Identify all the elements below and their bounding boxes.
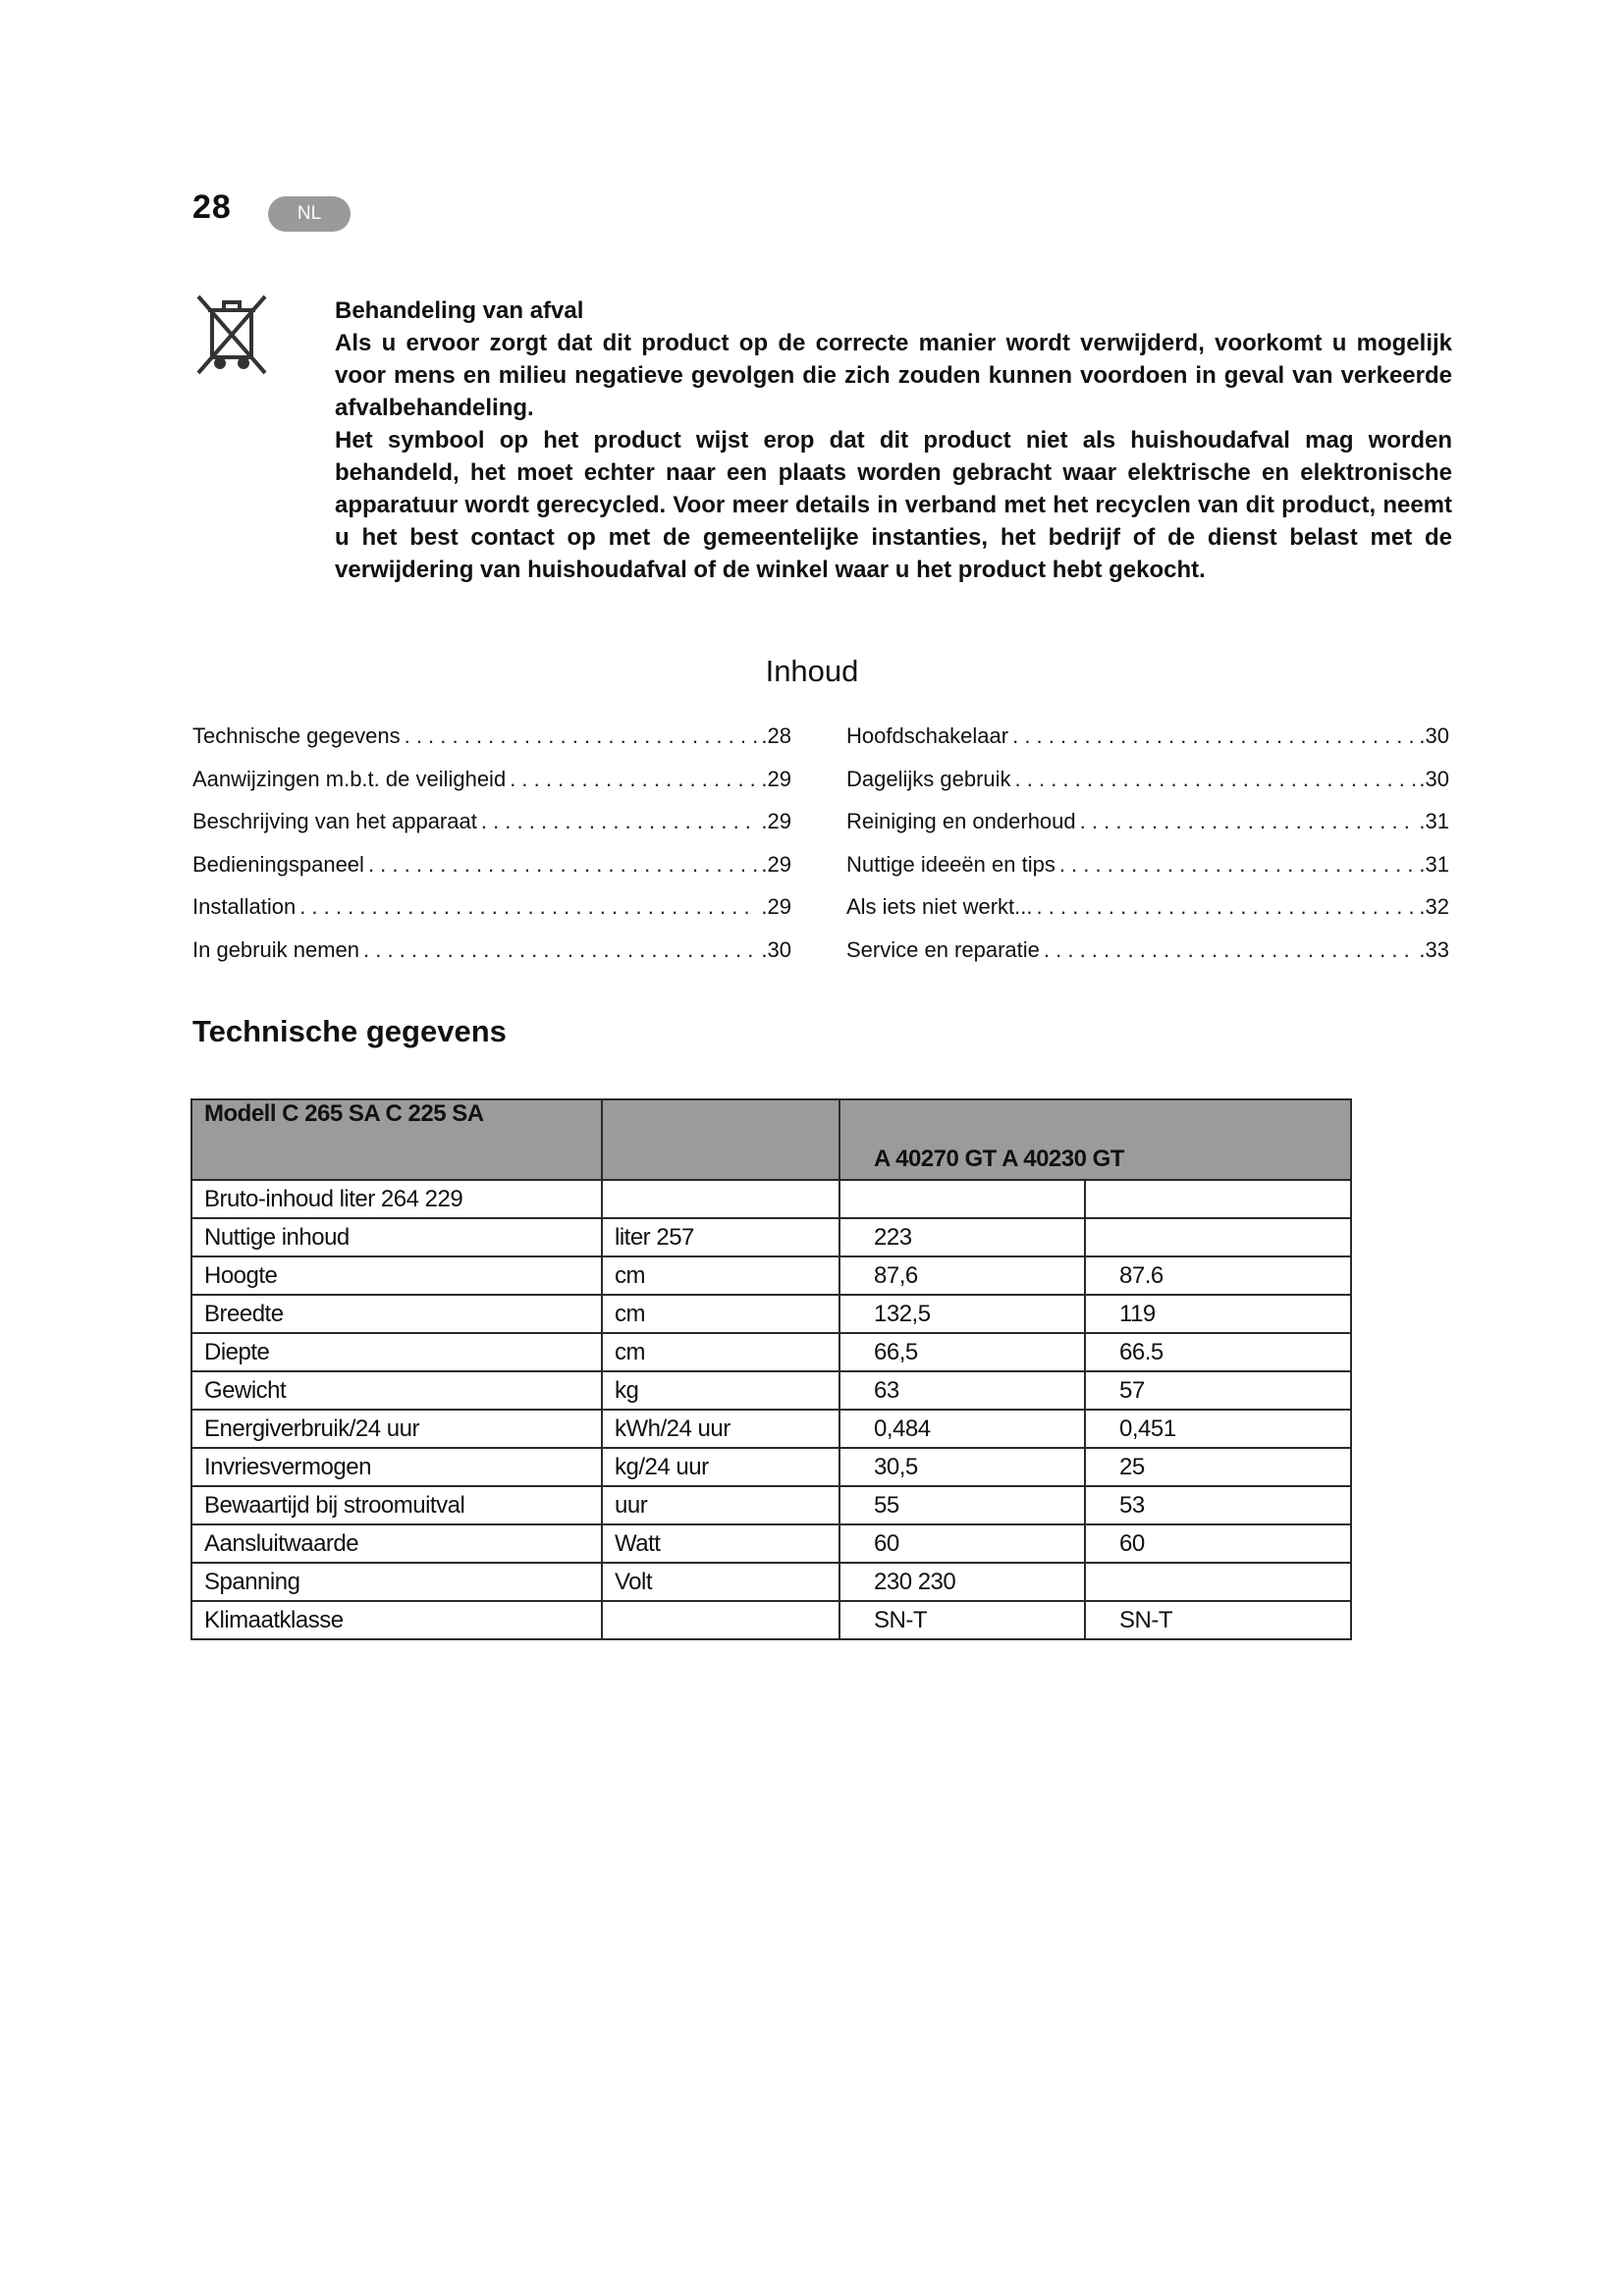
table-cell: liter 257 <box>602 1218 839 1256</box>
toc-item-label: In gebruik nemen <box>192 936 359 962</box>
table-cell: 66,5 <box>839 1333 1085 1371</box>
toc-item-label: Technische gegevens <box>192 723 401 748</box>
toc-leader-dots <box>481 809 758 834</box>
table-cell: Invriesvermogen <box>191 1448 602 1486</box>
table-cell: 87,6 <box>839 1256 1085 1295</box>
table-cell: 63 <box>839 1371 1085 1410</box>
toc-item-label: Nuttige ideeën en tips <box>846 851 1056 877</box>
table-cell: 223 <box>839 1218 1085 1256</box>
table-cell <box>1085 1218 1351 1256</box>
table-cell: cm <box>602 1256 839 1295</box>
toc-leader-dots <box>1015 767 1416 792</box>
toc-leader-dots <box>405 723 758 749</box>
toc-leader-dots <box>1037 894 1416 920</box>
table-cell: 57 <box>1085 1371 1351 1410</box>
crossed-out-wheelie-bin-icon <box>194 293 269 377</box>
table-cell: Aansluitwaarde <box>191 1524 602 1563</box>
table-row <box>191 1371 1351 1410</box>
toc-item-page: .31 <box>1419 809 1449 834</box>
toc-item[interactable] <box>192 852 791 895</box>
table-row <box>191 1180 1351 1218</box>
waste-paragraph-2: Het symbool op het product wijst erop dat dit product niet als huishoudafval mag worden behandeld, het moet echter naar een plaats worden gebracht waar elektrische en elektronische apparatuur wordt gerecycled. Voor meer details in verband met het recyclen van dit product, neemt u het best contact op met de gemeentelijke instanties, het bedrijf of de dienst belast met de verwijdering van huishoudafval of de winkel waar u het product hebt gekocht. <box>335 427 1452 583</box>
table-cell: cm <box>602 1333 839 1371</box>
page-number: 28 <box>192 188 232 226</box>
toc-item-label: Installation <box>192 894 297 920</box>
table-cell: 87.6 <box>1085 1256 1351 1295</box>
toc-item[interactable] <box>846 809 1449 852</box>
toc-item[interactable] <box>192 767 791 810</box>
table-cell: cm <box>602 1295 839 1333</box>
toc-item-page: .29 <box>761 766 791 791</box>
toc-item-page: .31 <box>1419 851 1449 877</box>
table-row <box>191 1410 1351 1448</box>
language-badge: NL <box>268 196 351 232</box>
toc-item-page: .30 <box>1419 723 1449 748</box>
waste-paragraph-1: Als u ervoor zorgt dat dit product op de correcte manier wordt verwijderd, voorkomt u mogelijk voor mens en milieu negatieve gevolgen die zich zouden kunnen voordoen in geval van verkeerde afvalbehandeling. <box>335 330 1452 421</box>
toc-item[interactable] <box>846 937 1449 981</box>
table-cell: Gewicht <box>191 1371 602 1410</box>
table-header-cell: A 40270 GT A 40230 GT <box>839 1099 1351 1180</box>
toc-item[interactable] <box>192 809 791 852</box>
toc-title: Inhoud <box>765 654 859 688</box>
toc-item-label: Als iets niet werkt... <box>846 894 1033 920</box>
table-cell: Bruto-inhoud liter 264 229 <box>191 1180 602 1218</box>
toc-item-page: .29 <box>761 809 791 834</box>
table-cell: 66.5 <box>1085 1333 1351 1371</box>
table-cell: 132,5 <box>839 1295 1085 1333</box>
toc-leader-dots <box>1044 937 1416 963</box>
toc-item[interactable] <box>192 937 791 981</box>
toc-item-label: Bedieningspaneel <box>192 851 364 877</box>
table-cell <box>839 1180 1085 1218</box>
toc-leader-dots <box>299 894 757 920</box>
table-header-row <box>191 1099 1351 1180</box>
toc-item-label: Service en reparatie <box>846 936 1040 962</box>
table-cell: Energiverbruik/24 uur <box>191 1410 602 1448</box>
waste-title: Behandeling van afval <box>335 297 584 324</box>
table-cell: kg/24 uur <box>602 1448 839 1486</box>
table-cell: Breedte <box>191 1295 602 1333</box>
toc-item-label: Hoofdschakelaar <box>846 723 1009 748</box>
toc-item[interactable] <box>846 894 1449 937</box>
table-cell: Nuttige inhoud <box>191 1218 602 1256</box>
table-cell <box>602 1180 839 1218</box>
table-cell: 0,451 <box>1085 1410 1351 1448</box>
table-header-cell <box>602 1099 839 1180</box>
toc-item-page: .30 <box>1419 766 1449 791</box>
toc-item[interactable] <box>192 894 791 937</box>
section-title: Technische gegevens <box>192 1014 507 1048</box>
table-cell: SN-T <box>1085 1601 1351 1639</box>
table-cell: 60 <box>1085 1524 1351 1563</box>
table-cell: 0,484 <box>839 1410 1085 1448</box>
table-cell: kWh/24 uur <box>602 1410 839 1448</box>
table-cell: 55 <box>839 1486 1085 1524</box>
table-cell: Hoogte <box>191 1256 602 1295</box>
toc-leader-dots <box>1059 852 1416 878</box>
toc-leader-dots <box>368 852 757 878</box>
toc-column-left <box>192 723 791 981</box>
toc-leader-dots <box>1012 723 1415 749</box>
table-cell: Klimaatklasse <box>191 1601 602 1639</box>
toc-item-page: .29 <box>761 894 791 920</box>
toc-item-page: .33 <box>1419 936 1449 962</box>
toc-item[interactable] <box>846 852 1449 895</box>
toc-column-right <box>846 723 1449 981</box>
toc-item-page: .29 <box>761 851 791 877</box>
toc-item[interactable] <box>192 723 791 767</box>
spec-table <box>190 1098 1352 1640</box>
toc-item-label: Beschrijving van het apparaat <box>192 809 477 834</box>
toc-item-page: .30 <box>761 936 791 962</box>
toc-item[interactable] <box>846 767 1449 810</box>
table-cell: 53 <box>1085 1486 1351 1524</box>
toc-leader-dots <box>1080 809 1416 834</box>
toc-item-label: Reiniging en onderhoud <box>846 809 1076 834</box>
table-cell: SN-T <box>839 1601 1085 1639</box>
toc-item-label: Dagelijks gebruik <box>846 766 1011 791</box>
table-header-cell: Modell C 265 SA C 225 SA <box>191 1099 602 1180</box>
table-row <box>191 1448 1351 1486</box>
table-cell: Volt <box>602 1563 839 1601</box>
table-row <box>191 1256 1351 1295</box>
table-cell: Spanning <box>191 1563 602 1601</box>
toc-item-page: .32 <box>1419 894 1449 920</box>
table-cell: Diepte <box>191 1333 602 1371</box>
table-row <box>191 1524 1351 1563</box>
table-cell <box>1085 1180 1351 1218</box>
table-cell: Bewaartijd bij stroomuitval <box>191 1486 602 1524</box>
table-cell: 119 <box>1085 1295 1351 1333</box>
table-row <box>191 1218 1351 1256</box>
table-cell: 30,5 <box>839 1448 1085 1486</box>
table-row <box>191 1333 1351 1371</box>
toc-item-label: Aanwijzingen m.b.t. de veiligheid <box>192 766 507 791</box>
table-cell: 230 230 <box>839 1563 1085 1601</box>
waste-disposal-notice <box>335 294 1452 586</box>
toc-leader-dots <box>510 767 757 792</box>
table-cell <box>602 1601 839 1639</box>
table-cell <box>1085 1563 1351 1601</box>
table-cell: 60 <box>839 1524 1085 1563</box>
table-row <box>191 1295 1351 1333</box>
table-row <box>191 1486 1351 1524</box>
table-row <box>191 1563 1351 1601</box>
table-cell: Watt <box>602 1524 839 1563</box>
toc-item-page: .28 <box>761 723 791 748</box>
table-row <box>191 1601 1351 1639</box>
table-cell: kg <box>602 1371 839 1410</box>
toc-leader-dots <box>363 937 757 963</box>
table-cell: uur <box>602 1486 839 1524</box>
table-cell: 25 <box>1085 1448 1351 1486</box>
toc-item[interactable] <box>846 723 1449 767</box>
